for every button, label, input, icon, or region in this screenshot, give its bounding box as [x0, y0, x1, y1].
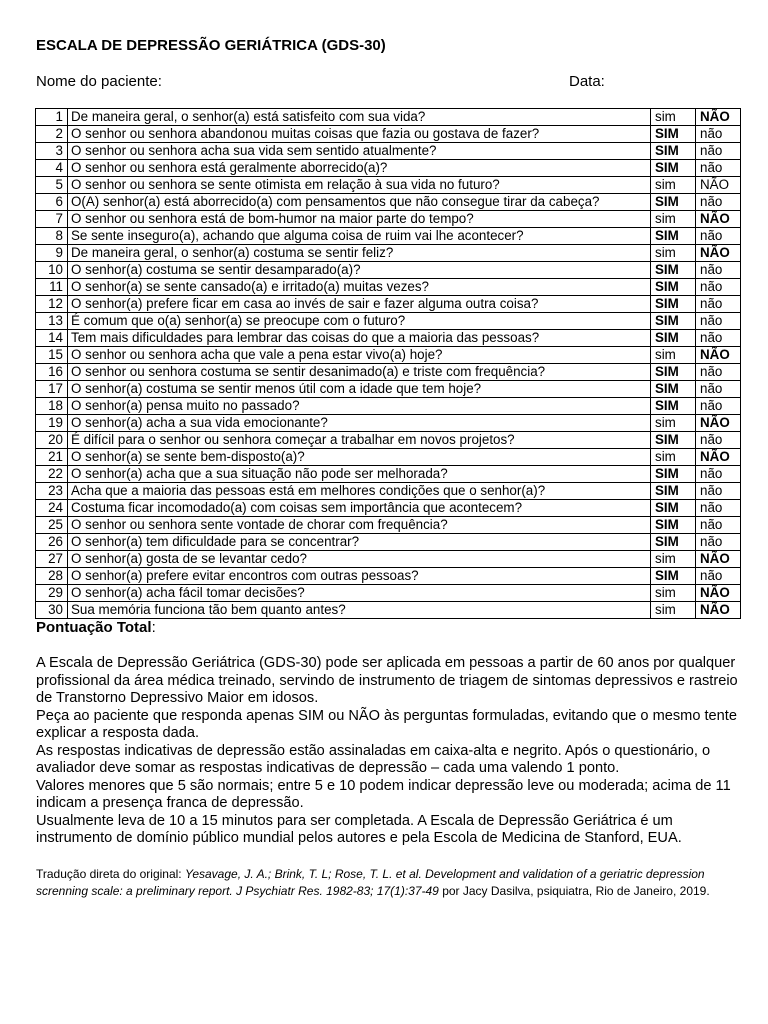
- gds-questionnaire-table: [35, 108, 741, 619]
- answer-nao: não: [696, 194, 741, 211]
- question-number: 3: [36, 143, 68, 160]
- question-row: [36, 364, 741, 381]
- question-number: 25: [36, 517, 68, 534]
- question-text: O senhor(a) acha que a sua situação não pode ser melhorada?: [68, 466, 651, 483]
- question-number: 13: [36, 313, 68, 330]
- answer-sim: sim: [651, 415, 696, 432]
- answer-sim: SIM: [651, 228, 696, 245]
- question-number: 16: [36, 364, 68, 381]
- question-text: O senhor(a) costuma se sentir menos útil com a idade que tem hoje?: [68, 381, 651, 398]
- answer-sim: SIM: [651, 194, 696, 211]
- instructions-paragraph: Peça ao paciente que responda apenas SIM ou NÃO às perguntas formuladas, evitando que o mesmo tente explicar a resposta dada.: [36, 707, 737, 741]
- question-row: [36, 534, 741, 551]
- question-text: De maneira geral, o senhor(a) está satisfeito com sua vida?: [68, 109, 651, 126]
- answer-sim: SIM: [651, 262, 696, 279]
- answer-sim: sim: [651, 109, 696, 126]
- answer-sim: SIM: [651, 296, 696, 313]
- answer-nao: não: [696, 296, 741, 313]
- question-number: 1: [36, 109, 68, 126]
- answer-sim: SIM: [651, 313, 696, 330]
- answer-sim: SIM: [651, 364, 696, 381]
- answer-nao: não: [696, 500, 741, 517]
- question-number: 21: [36, 449, 68, 466]
- answer-nao: não: [696, 466, 741, 483]
- answer-nao: não: [696, 381, 741, 398]
- answer-nao: não: [696, 143, 741, 160]
- question-text: De maneira geral, o senhor(a) costuma se sentir feliz?: [68, 245, 651, 262]
- question-row: [36, 415, 741, 432]
- question-text: O senhor ou senhora acha que vale a pena estar vivo(a) hoje?: [68, 347, 651, 364]
- question-number: 26: [36, 534, 68, 551]
- answer-nao: não: [696, 160, 741, 177]
- question-number: 22: [36, 466, 68, 483]
- question-number: 14: [36, 330, 68, 347]
- question-text: Tem mais dificuldades para lembrar das coisas do que a maioria das pessoas?: [68, 330, 651, 347]
- answer-nao: NÃO: [696, 245, 741, 262]
- question-text: Sua memória funciona tão bem quanto antes?: [68, 602, 651, 619]
- question-number: 23: [36, 483, 68, 500]
- question-row: [36, 245, 741, 262]
- question-number: 8: [36, 228, 68, 245]
- question-row: [36, 432, 741, 449]
- question-row: [36, 585, 741, 602]
- question-number: 15: [36, 347, 68, 364]
- answer-nao: não: [696, 126, 741, 143]
- question-row: [36, 602, 741, 619]
- answer-nao: não: [696, 534, 741, 551]
- question-number: 2: [36, 126, 68, 143]
- answer-nao: NÃO: [696, 109, 741, 126]
- question-row: [36, 143, 741, 160]
- question-number: 10: [36, 262, 68, 279]
- question-row: [36, 483, 741, 500]
- question-row: [36, 228, 741, 245]
- question-text: O(A) senhor(a) está aborrecido(a) com pensamentos que não consegue tirar da cabeça?: [68, 194, 651, 211]
- answer-sim: sim: [651, 211, 696, 228]
- answer-sim: SIM: [651, 432, 696, 449]
- answer-sim: SIM: [651, 534, 696, 551]
- question-text: O senhor ou senhora acha sua vida sem sentido atualmente?: [68, 143, 651, 160]
- answer-sim: SIM: [651, 279, 696, 296]
- question-row: [36, 398, 741, 415]
- question-number: 6: [36, 194, 68, 211]
- question-number: 12: [36, 296, 68, 313]
- answer-sim: sim: [651, 347, 696, 364]
- instructions-paragraph: As respostas indicativas de depressão estão assinaladas em caixa-alta e negrito. Após o questionário, o avaliador deve somar as respostas indicativas de depressão – cada uma valendo 1 ponto.: [36, 742, 711, 776]
- instructions-paragraph: Valores menores que 5 são normais; entre 5 e 10 podem indicar depressão leve ou moderada; acima de 11 indicam a presença franca de depressão.: [36, 777, 731, 811]
- questionnaire-body: [36, 109, 741, 619]
- question-row: [36, 126, 741, 143]
- answer-sim: SIM: [651, 126, 696, 143]
- question-number: 30: [36, 602, 68, 619]
- answer-nao: NÃO: [696, 449, 741, 466]
- answer-sim: sim: [651, 551, 696, 568]
- question-number: 28: [36, 568, 68, 585]
- answer-nao: não: [696, 517, 741, 534]
- answer-nao: não: [696, 483, 741, 500]
- question-text: O senhor(a) se sente cansado(a) e irritado(a) muitas vezes?: [68, 279, 651, 296]
- question-text: Acha que a maioria das pessoas está em melhores condições que o senhor(a)?: [68, 483, 651, 500]
- question-row: [36, 160, 741, 177]
- answer-nao: não: [696, 568, 741, 585]
- question-text: O senhor ou senhora sente vontade de chorar com frequência?: [68, 517, 651, 534]
- answer-sim: SIM: [651, 466, 696, 483]
- question-row: [36, 279, 741, 296]
- question-number: 19: [36, 415, 68, 432]
- question-row: [36, 466, 741, 483]
- question-text: O senhor(a) acha a sua vida emocionante?: [68, 415, 651, 432]
- total-score: [36, 619, 156, 636]
- answer-nao: não: [696, 330, 741, 347]
- question-row: [36, 262, 741, 279]
- footnote-citation: Yesavage, J. A.; Brink, T. L; Rose, T. L. et al. Development and validation of a geriatric depression screnning scale: a preliminary report. J Psychiatr Res. 1982-83; 17(1):37-49: [36, 867, 705, 898]
- question-text: Costuma ficar incomodado(a) com coisas sem importância que acontecem?: [68, 500, 651, 517]
- document-title: ESCALA DE DEPRESSÃO GERIÁTRICA (GDS-30): [36, 37, 386, 54]
- answer-sim: SIM: [651, 330, 696, 347]
- question-row: [36, 211, 741, 228]
- question-text: É comum que o(a) senhor(a) se preocupe com o futuro?: [68, 313, 651, 330]
- question-row: [36, 517, 741, 534]
- question-text: O senhor(a) pensa muito no passado?: [68, 398, 651, 415]
- answer-sim: sim: [651, 449, 696, 466]
- instructions-text: [36, 655, 738, 848]
- question-row: [36, 500, 741, 517]
- question-number: 24: [36, 500, 68, 517]
- question-row: [36, 449, 741, 466]
- question-number: 11: [36, 279, 68, 296]
- question-number: 17: [36, 381, 68, 398]
- answer-nao: NÃO: [696, 347, 741, 364]
- question-text: O senhor ou senhora se sente otimista em relação à sua vida no futuro?: [68, 177, 651, 194]
- answer-nao: NÃO: [696, 177, 741, 194]
- question-row: [36, 313, 741, 330]
- footnote-prefix: Tradução direta do original:: [36, 867, 185, 881]
- answer-nao: não: [696, 228, 741, 245]
- question-row: [36, 177, 741, 194]
- question-row: [36, 551, 741, 568]
- question-text: O senhor(a) prefere evitar encontros com outras pessoas?: [68, 568, 651, 585]
- answer-nao: não: [696, 262, 741, 279]
- question-row: [36, 347, 741, 364]
- question-row: [36, 194, 741, 211]
- question-text: O senhor ou senhora abandonou muitas coisas que fazia ou gostava de fazer?: [68, 126, 651, 143]
- question-number: 20: [36, 432, 68, 449]
- answer-sim: SIM: [651, 483, 696, 500]
- answer-nao: não: [696, 432, 741, 449]
- answer-sim: sim: [651, 177, 696, 194]
- total-score-colon: :: [151, 619, 156, 636]
- question-number: 4: [36, 160, 68, 177]
- question-row: [36, 109, 741, 126]
- question-number: 27: [36, 551, 68, 568]
- answer-nao: não: [696, 364, 741, 381]
- answer-nao: NÃO: [696, 211, 741, 228]
- question-row: [36, 330, 741, 347]
- answer-nao: não: [696, 313, 741, 330]
- answer-sim: SIM: [651, 568, 696, 585]
- answer-sim: SIM: [651, 381, 696, 398]
- question-number: 18: [36, 398, 68, 415]
- answer-sim: SIM: [651, 517, 696, 534]
- question-text: O senhor(a) gosta de se levantar cedo?: [68, 551, 651, 568]
- instructions-paragraph: A Escala de Depressão Geriátrica (GDS-30) pode ser aplicada em pessoas a partir de 60 anos por qualquer profissional da área médica treinado, servindo de instrumento de triagem de sintomas depressivos e rastreio de Transtorno Depressivo Maior em idosos.: [36, 655, 738, 706]
- answer-nao: NÃO: [696, 585, 741, 602]
- question-text: O senhor ou senhora está de bom-humor na maior parte do tempo?: [68, 211, 651, 228]
- answer-nao: NÃO: [696, 415, 741, 432]
- answer-nao: não: [696, 398, 741, 415]
- question-text: O senhor(a) se sente bem-disposto(a)?: [68, 449, 651, 466]
- answer-sim: SIM: [651, 160, 696, 177]
- footnote-suffix: por Jacy Dasilva, psiquiatra, Rio de Janeiro, 2019.: [438, 884, 710, 898]
- source-footnote: [36, 866, 736, 900]
- question-number: 7: [36, 211, 68, 228]
- instructions-paragraph: Usualmente leva de 10 a 15 minutos para ser completada. A Escala de Depressão Geriátrica é um instrumento de domínio público mundial pelos autores e pela Escola de Medicina de Stanford, EUA.: [36, 812, 682, 846]
- question-row: [36, 381, 741, 398]
- question-text: O senhor(a) tem dificuldade para se concentrar?: [68, 534, 651, 551]
- answer-sim: sim: [651, 245, 696, 262]
- total-score-label: Pontuação Total: [36, 619, 152, 636]
- question-text: É difícil para o senhor ou senhora começar a trabalhar em novos projetos?: [68, 432, 651, 449]
- question-text: O senhor ou senhora costuma se sentir desanimado(a) e triste com frequência?: [68, 364, 651, 381]
- question-text: O senhor(a) prefere ficar em casa ao invés de sair e fazer alguma outra coisa?: [68, 296, 651, 313]
- question-number: 5: [36, 177, 68, 194]
- answer-nao: NÃO: [696, 551, 741, 568]
- question-number: 29: [36, 585, 68, 602]
- question-row: [36, 296, 741, 313]
- question-text: Se sente inseguro(a), achando que alguma coisa de ruim vai lhe acontecer?: [68, 228, 651, 245]
- question-number: 9: [36, 245, 68, 262]
- answer-sim: sim: [651, 585, 696, 602]
- answer-sim: SIM: [651, 398, 696, 415]
- question-row: [36, 568, 741, 585]
- answer-sim: SIM: [651, 500, 696, 517]
- patient-name-label: Nome do paciente:: [36, 73, 162, 90]
- question-text: O senhor ou senhora está geralmente aborrecido(a)?: [68, 160, 651, 177]
- answer-sim: SIM: [651, 143, 696, 160]
- answer-nao: não: [696, 279, 741, 296]
- answer-nao: NÃO: [696, 602, 741, 619]
- question-text: O senhor(a) acha fácil tomar decisões?: [68, 585, 651, 602]
- date-label: Data:: [569, 73, 605, 90]
- question-text: O senhor(a) costuma se sentir desamparado(a)?: [68, 262, 651, 279]
- answer-sim: sim: [651, 602, 696, 619]
